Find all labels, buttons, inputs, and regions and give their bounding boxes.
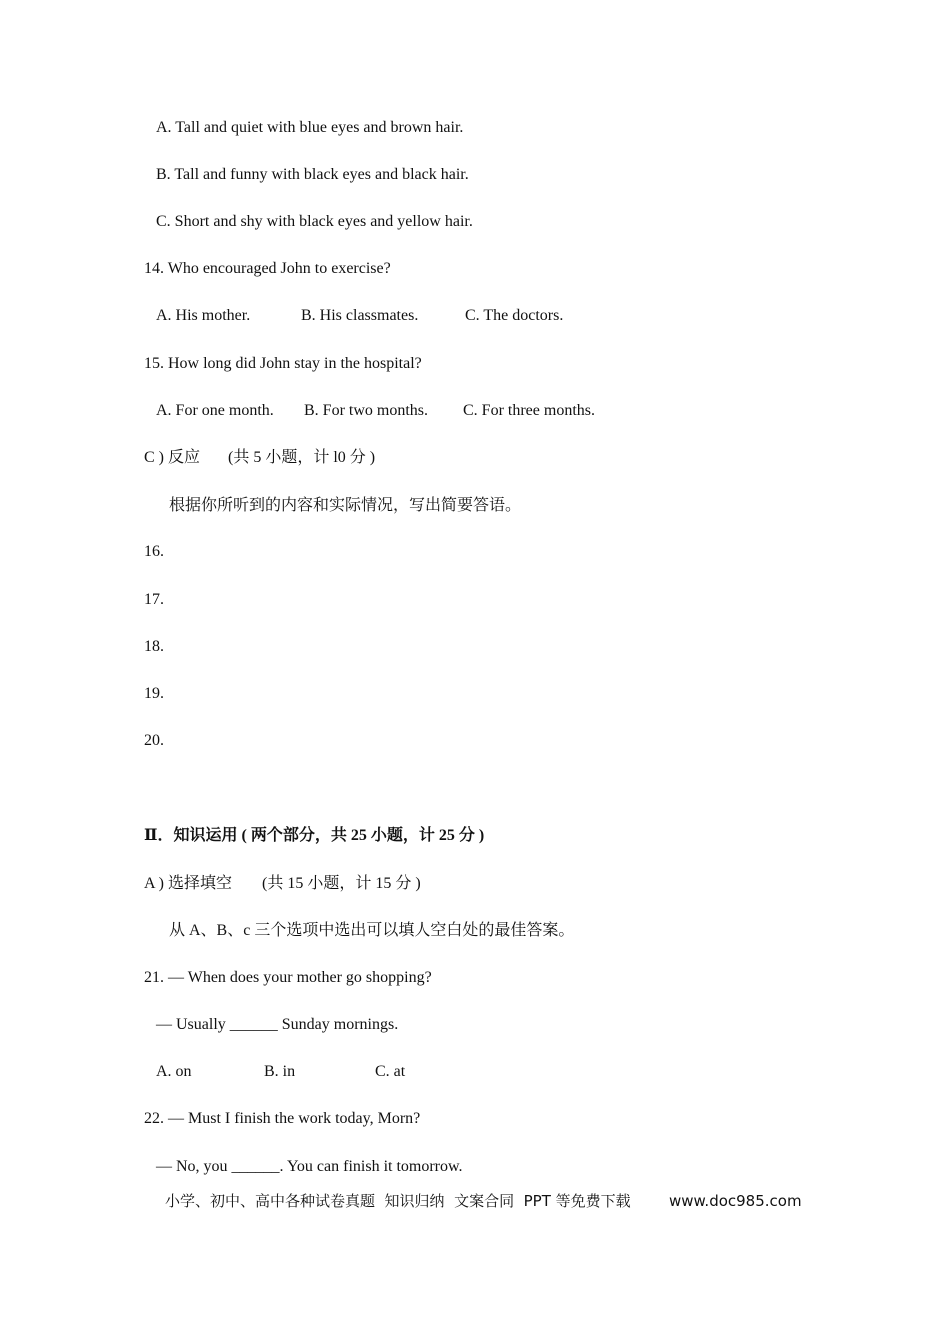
q21-text: 21. — When does your mother go shopping? <box>144 969 432 986</box>
item-19: 19. <box>144 685 164 702</box>
q14-option-c: C. The doctors. <box>465 307 564 324</box>
item-16: 16. <box>144 543 164 560</box>
section-a-instruction: 从 A、B、c 三个选项中选出可以填人空白处的最佳答案。 <box>169 922 575 939</box>
section-a-heading: A ) 选择填空 <box>144 875 233 892</box>
q14-text: 14. Who encouraged John to exercise? <box>144 260 391 277</box>
q22-text: 22. — Must I finish the work today, Morn? <box>144 1110 421 1127</box>
q14-option-b: B. His classmates. <box>301 307 419 324</box>
q13-option-c: C. Short and shy with black eyes and yellow hair. <box>156 213 473 230</box>
q13-option-b: B. Tall and funny with black eyes and black hair. <box>156 166 469 183</box>
section-c-score: (共 5 小题，计 l0 分 ) <box>228 449 376 466</box>
q15-text: 15. How long did John stay in the hospital? <box>144 355 422 372</box>
section-c-heading: C ) 反应 <box>144 449 201 466</box>
footer-url[interactable]: www.doc985.com <box>669 1192 802 1210</box>
section-c-instruction: 根据你所听到的内容和实际情况，写出简要答语。 <box>169 497 522 514</box>
section-a-score: (共 15 小题，计 15 分 ) <box>262 875 421 892</box>
q21-option-b: B. in <box>264 1063 296 1080</box>
q22-answer-line: — No, you ______. You can finish it tomorrow. <box>156 1158 463 1175</box>
q15-option-b: B. For two months. <box>304 402 429 419</box>
q14-option-a: A. His mother. <box>156 307 251 324</box>
q15-option-a: A. For one month. <box>156 402 274 419</box>
footer-text: 小学、初中、高中各种试卷真题 知识归纳 文案合同 PPT 等免费下载 <box>165 1192 631 1210</box>
part-2-heading: Ⅱ．知识运用 ( 两个部分，共 25 小题，计 25 分 ) <box>144 827 485 844</box>
q15-option-c: C. For three months. <box>463 402 595 419</box>
q13-option-a: A. Tall and quiet with blue eyes and brown hair. <box>156 119 464 136</box>
q21-option-a: A. on <box>156 1063 192 1080</box>
item-17: 17. <box>144 591 164 608</box>
q21-answer-line: — Usually ______ Sunday mornings. <box>156 1016 399 1033</box>
q21-option-c: C. at <box>375 1063 406 1080</box>
item-18: 18. <box>144 638 164 655</box>
item-20: 20. <box>144 732 164 749</box>
